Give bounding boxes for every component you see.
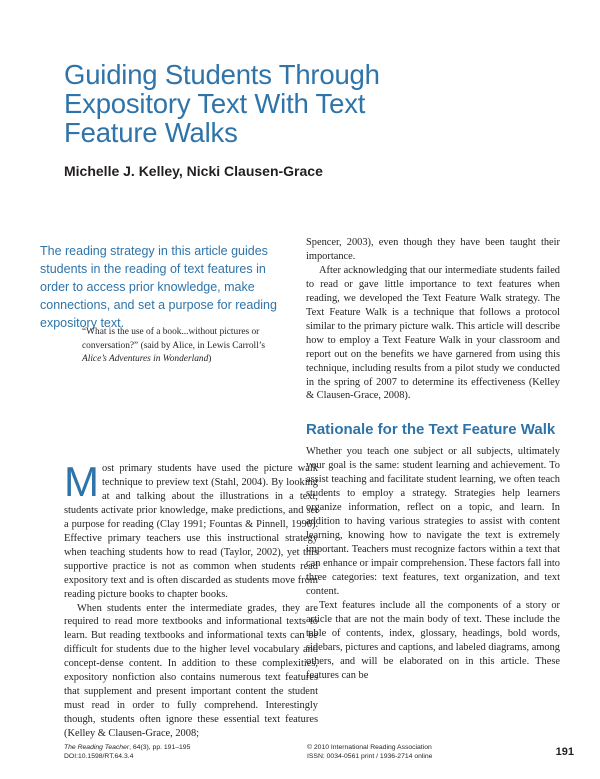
drop-cap: M [64,458,99,505]
footer-citation [64,743,190,761]
journal-volume: , 64(3), pp. 191–195 [129,744,191,751]
page-number: 191 [555,746,574,758]
title-line: Expository Text With Text [64,88,366,119]
journal-name: The Reading Teacher [64,744,130,751]
doi: DOI:10.1598/RT.64.3.4 [64,753,134,760]
epigraph-close: ) [208,354,212,364]
body-column-right [306,236,560,683]
body-paragraph: When students enter the intermediate grades, they are required to read more textbooks and informational texts to learn. But reading textbooks and informational texts can be difficult for students due to the higher level vocabulary and concept-dense content. In addition to these complexities, expository nonfiction also contains numerous text features that supplement and present important content the student must read in order to fully comprehend. Interestingly though, students often ignore these essential text features (Kelley & Clausen-Grace, 2008; [64,602,318,740]
title-line: Guiding Students Through [64,59,380,90]
body-paragraph: Whether you teach one subject or all subjects, ultimately your goal is the same: student learning and achievement. To assist teaching and facilitate student learning, we often teach students to employ a strategy. Strategies help learners organize information, reflect on a topic, and learn. In addition to having various strategies to assist with content learning, knowing how to navigate the text is extremely important. Teachers must recognize factors within a text that can enhance or impair comprehension. These factors fall into three categories: text features, text organization, and text content. [306,446,560,597]
section-heading: Rationale for the Text Feature Walk [306,421,556,439]
body-paragraph-text: ost primary students have used the picture walk technique to preview text (Stahl, 2004). By looking at and talking about the illustrations in a text, students activate prior knowledge, make predictions, and set a purpose for reading (Clay 1991; Fountas & Pinnell, 1996). Effective primary teachers use this instructional strategy when teaching students how to read (Taylor, 2002), yet this supportive practice is not as common when students read expository text and is often discarded as students move from reading picture books to chapter books. [64,463,318,600]
title-line: Feature Walks [64,117,238,148]
footer-copyright [307,743,432,761]
body-paragraph [64,458,318,602]
body-paragraph: Text features include all the components of a story or article that are not the main body of text. These include the table of contents, index, glossary, headings, bold words, sidebars, pictures and captions, and labeled diagrams, among others, and will be elaborated on in this article. These features can be [306,599,560,681]
authors: Michelle J. Kelley, Nicki Clausen-Grace [64,163,323,179]
epigraph [82,326,292,367]
issn: ISSN: 0034-0561 print / 1936-2714 online [307,753,433,760]
article-title [64,60,544,147]
epigraph-book-title: Alice’s Adventures in Wonderland [82,354,209,364]
intro-summary: The reading strategy in this article guides students in the reading of text features in order to access prior knowledge, make connections, and set a purpose for reading expository text. [40,244,277,330]
body-column-left [64,458,318,741]
epigraph-quote: “What is the use of a book...without pictures or conversation?” (said by Alice, in Lewis Carroll’s [82,327,266,351]
journal-citation [64,743,190,752]
body-paragraph: After acknowledging that our intermediate students failed to read or gave little importance to text features when reading, we developed the Text Feature Walk strategy. The Text Feature Walk is a technique that follows a protocol similar to the primary picture walk. This article will describe how to employ a Text Feature Walk in your classroom and report out on the benefits we have garnered from using this technique, including results from a pilot study we conducted in the spring of 2007 to determine its effectiveness (Kelley & Clausen-Grace, 2008). [306,264,560,402]
body-paragraph: Spencer, 2003), even though they have been taught their importance. [306,237,560,262]
copyright: © 2010 International Reading Association [307,744,432,751]
